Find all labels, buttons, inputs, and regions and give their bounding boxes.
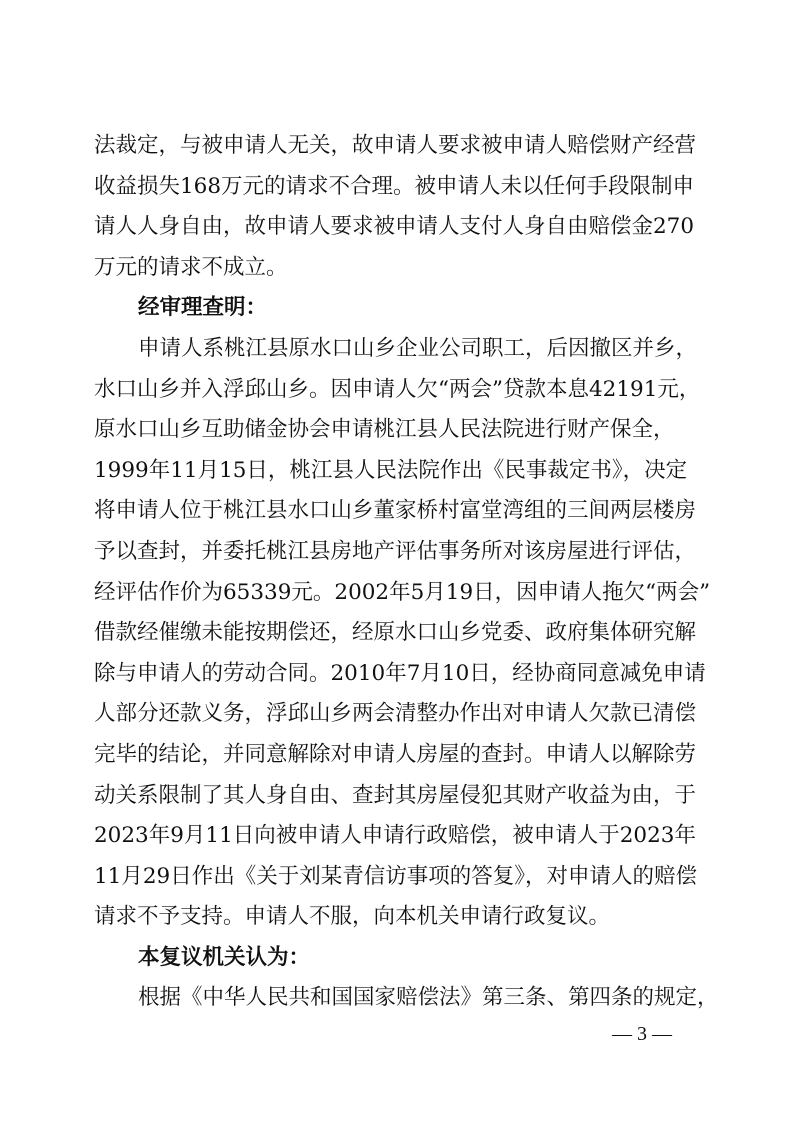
text-line: 11月29日作出《关于刘某青信访事项的答复》，对申请人的赔偿 xyxy=(94,863,697,889)
text-line: 将申请人位于桃江县水口山乡董家桥村富堂湾组的三间两层楼房 xyxy=(94,498,697,524)
text-line: 请求不予支持。申请人不服，向本机关申请行政复议。 xyxy=(94,904,611,930)
text-line: 收益损失168万元的请求不合理。被申请人未以任何手段限制申 xyxy=(94,173,695,199)
text-line: 借款经催缴未能按期偿还，经原水口山乡党委、政府集体研究解 xyxy=(94,620,697,646)
text-line: 万元的请求不成立。 xyxy=(94,254,288,280)
document-body xyxy=(94,126,719,1019)
text-line: 完毕的结论，并同意解除对申请人房屋的查封。申请人以解除劳 xyxy=(94,741,697,767)
page-number: — 3 — xyxy=(612,1023,672,1045)
text-line: 经评估作价为65339元。2002年5月19日，因申请人拖欠“两会” xyxy=(94,579,711,605)
text-line: 法裁定，与被申请人无关，故申请人要求被申请人赔偿财产经营 xyxy=(94,133,697,158)
text-line: 请人人身自由，故申请人要求被申请人支付人身自由赔偿金270 xyxy=(94,214,695,240)
text-line: 根据《中华人民共和国国家赔偿法》第三条、第四条的规定， xyxy=(138,985,719,1011)
text-line: 动关系限制了其人身自由、查封其房屋侵犯其财产收益为由，于 xyxy=(94,782,697,808)
text-line: 申请人系桃江县原水口山乡企业公司职工，后因撤区并乡， xyxy=(138,335,698,361)
section-heading: 经审理查明： xyxy=(138,295,268,321)
text-line: 除与申请人的劳动合同。2010年7月10日，经协商同意减免申请 xyxy=(94,660,706,686)
text-line: 原水口山乡互助储金协会申请桃江县人民法院进行财产保全， xyxy=(94,417,675,443)
text-line: 2023年9月11日向被申请人申请行政赔偿，被申请人于2023年 xyxy=(94,823,696,849)
text-line: 予以查封，并委托桃江县房地产评估事务所对该房屋进行评估， xyxy=(94,538,697,564)
text-line: 人部分还款义务，浮邱山乡两会清整办作出对申请人欠款已清偿 xyxy=(94,701,697,727)
section-heading: 本复议机关认为： xyxy=(138,944,311,970)
text-line: 1999年11月15日，桃江县人民法院作出《民事裁定书》，决定 xyxy=(94,457,688,483)
text-line: 水口山乡并入浮邱山乡。因申请人欠“两会”贷款本息42191元， xyxy=(94,376,701,402)
